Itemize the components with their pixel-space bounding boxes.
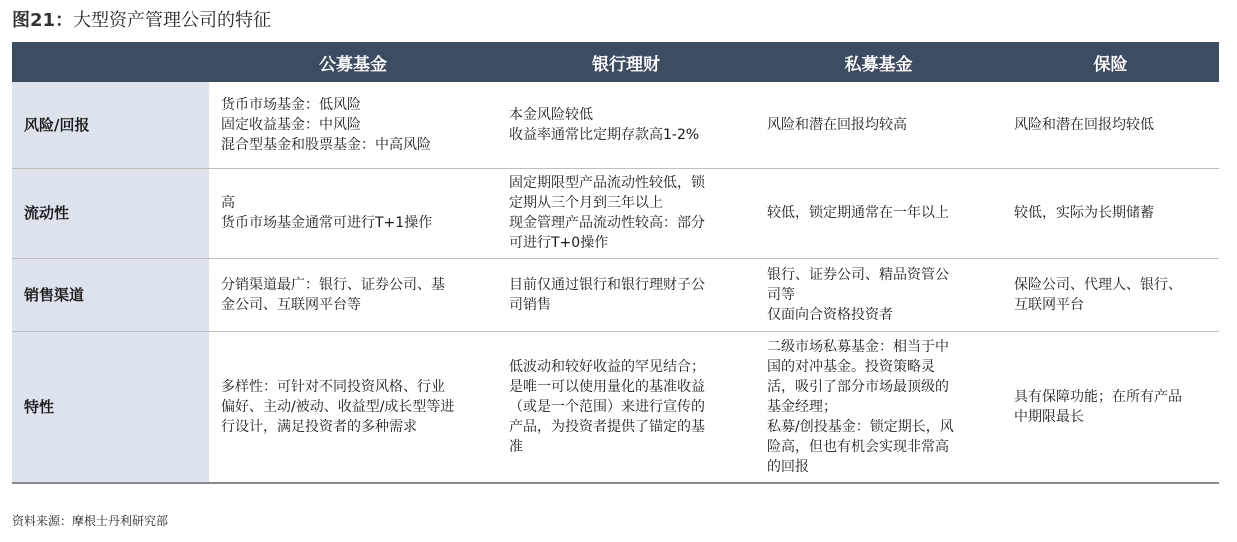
cell-text-line: 二级市场私募基金：相当于中 xyxy=(767,338,949,355)
source-text: 摩根士丹利研究部 xyxy=(72,514,169,528)
header-cell-insurance: 保险 xyxy=(1002,42,1219,82)
table-body xyxy=(12,82,1219,483)
cell-text-line: 的回报 xyxy=(767,458,809,475)
source-note xyxy=(12,513,168,529)
cell-text-line: 风险和潜在回报均较高 xyxy=(767,116,907,133)
cell-text-line: 保险公司、代理人、银行、 xyxy=(1014,276,1182,293)
cell-private-fund xyxy=(755,82,1002,168)
cell-text-line: 货币市场基金：低风险 xyxy=(221,96,361,113)
cell-text-line: 风险和潜在回报均较低 xyxy=(1014,116,1154,133)
cell-text-line: 司销售 xyxy=(509,296,551,313)
cell-text-line: 准 xyxy=(509,438,523,455)
cell-text-line: 多样性：可针对不同投资风格、行业 xyxy=(221,378,445,395)
cell-public-fund xyxy=(209,258,497,331)
cell-bank-wealth xyxy=(497,331,755,483)
cell-text-line: 目前仅通过银行和银行理财子公 xyxy=(509,276,705,293)
cell-insurance xyxy=(1002,168,1219,258)
row-header: 销售渠道 xyxy=(12,258,209,331)
cell-text-line: 活，吸引了部分市场最顶级的 xyxy=(767,378,949,395)
cell-bank-wealth xyxy=(497,258,755,331)
header-cell-public-fund: 公募基金 xyxy=(209,42,497,82)
header-cell-bank-wealth: 银行理财 xyxy=(497,42,755,82)
cell-text-line: 行设计，满足投资者的多种需求 xyxy=(221,418,417,435)
cell-public-fund xyxy=(209,331,497,483)
cell-text-line: 分销渠道最广：银行、证券公司、基 xyxy=(221,276,445,293)
cell-text-line: 混合型基金和股票基金：中高风险 xyxy=(221,136,431,153)
figure-title xyxy=(12,8,271,34)
figure-label: 图21 xyxy=(12,10,56,31)
cell-insurance xyxy=(1002,258,1219,331)
cell-insurance xyxy=(1002,82,1219,168)
cell-private-fund xyxy=(755,331,1002,483)
cell-text-line: 偏好、主动/被动、收益型/成长型等进 xyxy=(221,398,455,415)
cell-private-fund xyxy=(755,258,1002,331)
comparison-table xyxy=(12,42,1219,484)
cell-text-line: 基金经理； xyxy=(767,398,837,415)
table-row xyxy=(12,82,1219,168)
header-row xyxy=(12,42,1219,82)
cell-text-line: 互联网平台 xyxy=(1014,296,1084,313)
cell-public-fund xyxy=(209,82,497,168)
row-header: 流动性 xyxy=(12,168,209,258)
cell-text-line: 是唯一可以使用量化的基准收益 xyxy=(509,378,705,395)
cell-text-line: （或是一个范围）来进行宣传的 xyxy=(509,398,705,415)
cell-text-line: 货币市场基金通常可进行T+1操作 xyxy=(221,215,433,231)
figure-title-text: 大型资产管理公司的特征 xyxy=(73,10,272,31)
header-cell-blank xyxy=(12,42,209,82)
cell-text-line: 较低，锁定期通常在一年以上 xyxy=(767,205,949,221)
cell-text-line: 具有保障功能；在所有产品 xyxy=(1014,388,1182,405)
cell-text-line: 金公司、互联网平台等 xyxy=(221,296,361,313)
row-header: 特性 xyxy=(12,331,209,483)
cell-text-line: 产品，为投资者提供了锚定的基 xyxy=(509,418,705,435)
cell-insurance xyxy=(1002,331,1219,483)
cell-text-line: 收益率通常比定期存款高1-2% xyxy=(509,126,700,143)
cell-text-line: 定期从三个月到三年以上 xyxy=(509,195,663,211)
cell-text-line: 本金风险较低 xyxy=(509,106,593,123)
source-label: 资料来源： xyxy=(12,514,73,528)
cell-text-line: 国的对冲基金。投资策略灵 xyxy=(767,358,935,375)
cell-text-line: 高 xyxy=(221,195,235,211)
cell-text-line: 仅面向合资格投资者 xyxy=(767,306,893,323)
cell-text-line: 较低，实际为长期储蓄 xyxy=(1014,205,1154,221)
cell-text-line: 司等 xyxy=(767,286,795,303)
table-row xyxy=(12,258,1219,331)
cell-text-line: 固定期限型产品流动性较低，锁 xyxy=(509,175,705,191)
cell-text-line: 银行、证券公司、精品资管公 xyxy=(767,266,949,283)
cell-text-line: 固定收益基金：中风险 xyxy=(221,116,361,133)
header-cell-private-fund: 私募基金 xyxy=(755,42,1002,82)
cell-text-line: 现金管理产品流动性较高：部分 xyxy=(509,215,705,231)
row-header: 风险/回报 xyxy=(12,82,209,168)
cell-text-line: 可进行T+0操作 xyxy=(509,235,609,251)
cell-text-line: 低波动和较好收益的罕见结合； xyxy=(509,358,705,375)
cell-text-line: 中期限最长 xyxy=(1014,408,1084,425)
table-row xyxy=(12,168,1219,258)
cell-private-fund xyxy=(755,168,1002,258)
cell-text-line: 私募/创投基金：锁定期长，风 xyxy=(767,418,954,435)
cell-text-line: 险高，但也有机会实现非常高 xyxy=(767,438,949,455)
cell-bank-wealth xyxy=(497,82,755,168)
cell-bank-wealth xyxy=(497,168,755,258)
table-row xyxy=(12,331,1219,483)
figure-title-colon: ： xyxy=(55,10,74,31)
cell-public-fund xyxy=(209,168,497,258)
